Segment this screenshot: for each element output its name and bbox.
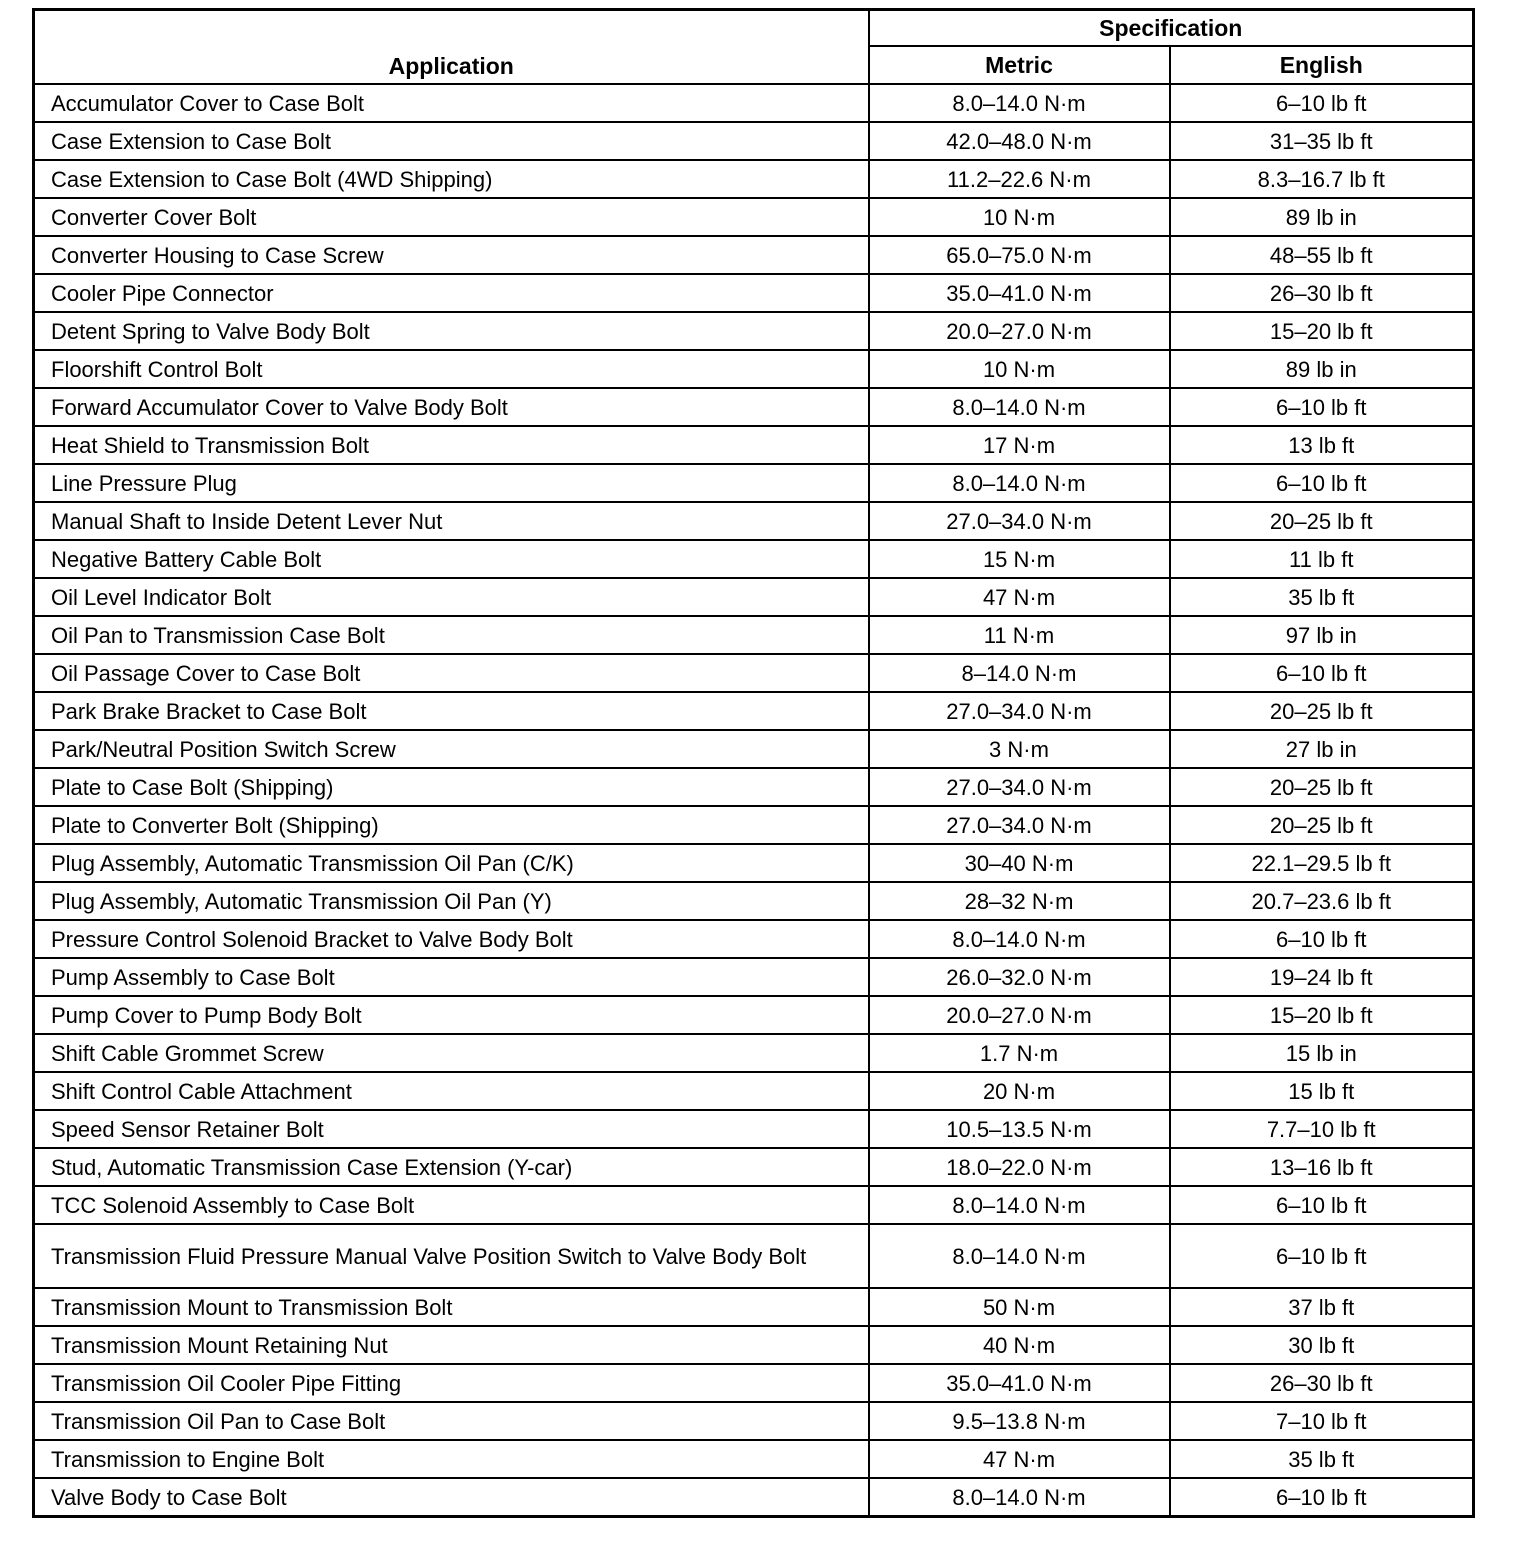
english-cell: 6–10 lb ft [1170, 1186, 1474, 1224]
english-cell: 7–10 lb ft [1170, 1402, 1474, 1440]
english-cell: 15–20 lb ft [1170, 312, 1474, 350]
table-row [34, 1186, 1474, 1224]
metric-cell: 8.0–14.0 N·m [869, 84, 1170, 122]
table-row [34, 996, 1474, 1034]
metric-cell: 8.0–14.0 N·m [869, 1186, 1170, 1224]
table-row [34, 464, 1474, 502]
table-row [34, 920, 1474, 958]
english-cell: 6–10 lb ft [1170, 1478, 1474, 1517]
table-row [34, 1148, 1474, 1186]
table-row [34, 654, 1474, 692]
application-cell: Oil Passage Cover to Case Bolt [34, 654, 869, 692]
metric-cell: 65.0–75.0 N·m [869, 236, 1170, 274]
english-cell: 89 lb in [1170, 350, 1474, 388]
application-cell: Transmission Mount Retaining Nut [34, 1326, 869, 1364]
english-cell: 6–10 lb ft [1170, 388, 1474, 426]
english-cell: 7.7–10 lb ft [1170, 1110, 1474, 1148]
application-cell: Heat Shield to Transmission Bolt [34, 426, 869, 464]
application-cell: Pressure Control Solenoid Bracket to Valve Body Bolt [34, 920, 869, 958]
english-cell: 6–10 lb ft [1170, 464, 1474, 502]
metric-cell: 8.0–14.0 N·m [869, 464, 1170, 502]
metric-cell: 35.0–41.0 N·m [869, 274, 1170, 312]
application-cell: Plate to Converter Bolt (Shipping) [34, 806, 869, 844]
metric-cell: 10 N·m [869, 350, 1170, 388]
application-cell: Valve Body to Case Bolt [34, 1478, 869, 1517]
table-row [34, 540, 1474, 578]
metric-cell: 8–14.0 N·m [869, 654, 1170, 692]
metric-cell: 15 N·m [869, 540, 1170, 578]
english-cell: 20–25 lb ft [1170, 768, 1474, 806]
english-cell: 13–16 lb ft [1170, 1148, 1474, 1186]
application-cell: Shift Cable Grommet Screw [34, 1034, 869, 1072]
application-cell: Park/Neutral Position Switch Screw [34, 730, 869, 768]
table-row [34, 692, 1474, 730]
metric-cell: 11 N·m [869, 616, 1170, 654]
torque-specification-table [32, 8, 1475, 1518]
metric-cell: 8.0–14.0 N·m [869, 920, 1170, 958]
application-cell: Detent Spring to Valve Body Bolt [34, 312, 869, 350]
application-cell: Speed Sensor Retainer Bolt [34, 1110, 869, 1148]
english-cell: 22.1–29.5 lb ft [1170, 844, 1474, 882]
table-row [34, 312, 1474, 350]
application-cell: Negative Battery Cable Bolt [34, 540, 869, 578]
metric-cell: 28–32 N·m [869, 882, 1170, 920]
metric-cell: 17 N·m [869, 426, 1170, 464]
application-cell: Forward Accumulator Cover to Valve Body Bolt [34, 388, 869, 426]
header-row-top [34, 10, 1474, 47]
table-row [34, 1440, 1474, 1478]
table-header [34, 10, 1474, 85]
metric-cell: 20.0–27.0 N·m [869, 312, 1170, 350]
english-cell: 35 lb ft [1170, 578, 1474, 616]
metric-cell: 27.0–34.0 N·m [869, 768, 1170, 806]
application-cell: Plug Assembly, Automatic Transmission Oil Pan (C/K) [34, 844, 869, 882]
table-row [34, 1326, 1474, 1364]
metric-cell: 10.5–13.5 N·m [869, 1110, 1170, 1148]
application-cell: Transmission Mount to Transmission Bolt [34, 1288, 869, 1326]
table-body [34, 84, 1474, 1517]
english-cell: 30 lb ft [1170, 1326, 1474, 1364]
specification-group-header: Specification [869, 10, 1474, 47]
english-cell: 27 lb in [1170, 730, 1474, 768]
table-row [34, 502, 1474, 540]
application-cell: Cooler Pipe Connector [34, 274, 869, 312]
application-cell: Case Extension to Case Bolt [34, 122, 869, 160]
table-row [34, 578, 1474, 616]
table-row [34, 122, 1474, 160]
english-column-header: English [1170, 46, 1474, 84]
metric-cell: 35.0–41.0 N·m [869, 1364, 1170, 1402]
metric-cell: 42.0–48.0 N·m [869, 122, 1170, 160]
application-cell: Park Brake Bracket to Case Bolt [34, 692, 869, 730]
application-cell: Plate to Case Bolt (Shipping) [34, 768, 869, 806]
application-cell: Stud, Automatic Transmission Case Extension (Y-car) [34, 1148, 869, 1186]
metric-cell: 8.0–14.0 N·m [869, 388, 1170, 426]
application-cell: Manual Shaft to Inside Detent Lever Nut [34, 502, 869, 540]
application-cell: TCC Solenoid Assembly to Case Bolt [34, 1186, 869, 1224]
metric-cell: 10 N·m [869, 198, 1170, 236]
table-row [34, 388, 1474, 426]
metric-cell: 27.0–34.0 N·m [869, 692, 1170, 730]
english-cell: 19–24 lb ft [1170, 958, 1474, 996]
table-row [34, 1288, 1474, 1326]
english-cell: 15 lb ft [1170, 1072, 1474, 1110]
table-row [34, 1224, 1474, 1288]
table-row [34, 1402, 1474, 1440]
table-row [34, 160, 1474, 198]
application-cell: Oil Level Indicator Bolt [34, 578, 869, 616]
table-row [34, 1478, 1474, 1517]
application-cell: Accumulator Cover to Case Bolt [34, 84, 869, 122]
metric-cell: 3 N·m [869, 730, 1170, 768]
table-row [34, 1110, 1474, 1148]
application-cell: Transmission Fluid Pressure Manual Valve Position Switch to Valve Body Bolt [34, 1224, 869, 1288]
application-cell: Shift Control Cable Attachment [34, 1072, 869, 1110]
metric-cell: 18.0–22.0 N·m [869, 1148, 1170, 1186]
table-row [34, 616, 1474, 654]
metric-cell: 20 N·m [869, 1072, 1170, 1110]
application-cell: Transmission Oil Pan to Case Bolt [34, 1402, 869, 1440]
application-cell: Case Extension to Case Bolt (4WD Shipping) [34, 160, 869, 198]
metric-column-header: Metric [869, 46, 1170, 84]
english-cell: 20–25 lb ft [1170, 502, 1474, 540]
application-cell: Oil Pan to Transmission Case Bolt [34, 616, 869, 654]
table-row [34, 806, 1474, 844]
english-cell: 13 lb ft [1170, 426, 1474, 464]
english-cell: 15–20 lb ft [1170, 996, 1474, 1034]
metric-cell: 26.0–32.0 N·m [869, 958, 1170, 996]
application-cell: Converter Housing to Case Screw [34, 236, 869, 274]
application-cell: Line Pressure Plug [34, 464, 869, 502]
metric-cell: 9.5–13.8 N·m [869, 1402, 1170, 1440]
english-cell: 20.7–23.6 lb ft [1170, 882, 1474, 920]
application-column-header: Application [34, 10, 869, 85]
application-cell: Pump Assembly to Case Bolt [34, 958, 869, 996]
metric-cell: 1.7 N·m [869, 1034, 1170, 1072]
english-cell: 6–10 lb ft [1170, 920, 1474, 958]
metric-cell: 27.0–34.0 N·m [869, 502, 1170, 540]
english-cell: 31–35 lb ft [1170, 122, 1474, 160]
english-cell: 37 lb ft [1170, 1288, 1474, 1326]
english-cell: 35 lb ft [1170, 1440, 1474, 1478]
table-row [34, 768, 1474, 806]
english-cell: 26–30 lb ft [1170, 1364, 1474, 1402]
table-row [34, 1364, 1474, 1402]
english-cell: 11 lb ft [1170, 540, 1474, 578]
application-cell: Transmission Oil Cooler Pipe Fitting [34, 1364, 869, 1402]
application-cell: Converter Cover Bolt [34, 198, 869, 236]
metric-cell: 20.0–27.0 N·m [869, 996, 1170, 1034]
table-row [34, 198, 1474, 236]
metric-cell: 47 N·m [869, 578, 1170, 616]
english-cell: 20–25 lb ft [1170, 692, 1474, 730]
application-cell: Plug Assembly, Automatic Transmission Oil Pan (Y) [34, 882, 869, 920]
table-row [34, 958, 1474, 996]
english-cell: 8.3–16.7 lb ft [1170, 160, 1474, 198]
table-row [34, 350, 1474, 388]
metric-cell: 30–40 N·m [869, 844, 1170, 882]
table-row [34, 882, 1474, 920]
table-row [34, 1072, 1474, 1110]
table-row [34, 84, 1474, 122]
metric-cell: 40 N·m [869, 1326, 1170, 1364]
english-cell: 20–25 lb ft [1170, 806, 1474, 844]
english-cell: 97 lb in [1170, 616, 1474, 654]
table-row [34, 844, 1474, 882]
table-row [34, 274, 1474, 312]
table-row [34, 1034, 1474, 1072]
metric-cell: 11.2–22.6 N·m [869, 160, 1170, 198]
application-cell: Transmission to Engine Bolt [34, 1440, 869, 1478]
english-cell: 6–10 lb ft [1170, 654, 1474, 692]
application-cell: Floorshift Control Bolt [34, 350, 869, 388]
metric-cell: 27.0–34.0 N·m [869, 806, 1170, 844]
metric-cell: 47 N·m [869, 1440, 1170, 1478]
english-cell: 6–10 lb ft [1170, 84, 1474, 122]
metric-cell: 8.0–14.0 N·m [869, 1224, 1170, 1288]
english-cell: 89 lb in [1170, 198, 1474, 236]
table-row [34, 426, 1474, 464]
application-cell: Pump Cover to Pump Body Bolt [34, 996, 869, 1034]
table-row [34, 236, 1474, 274]
english-cell: 48–55 lb ft [1170, 236, 1474, 274]
metric-cell: 8.0–14.0 N·m [869, 1478, 1170, 1517]
english-cell: 15 lb in [1170, 1034, 1474, 1072]
english-cell: 26–30 lb ft [1170, 274, 1474, 312]
english-cell: 6–10 lb ft [1170, 1224, 1474, 1288]
metric-cell: 50 N·m [869, 1288, 1170, 1326]
table-row [34, 730, 1474, 768]
